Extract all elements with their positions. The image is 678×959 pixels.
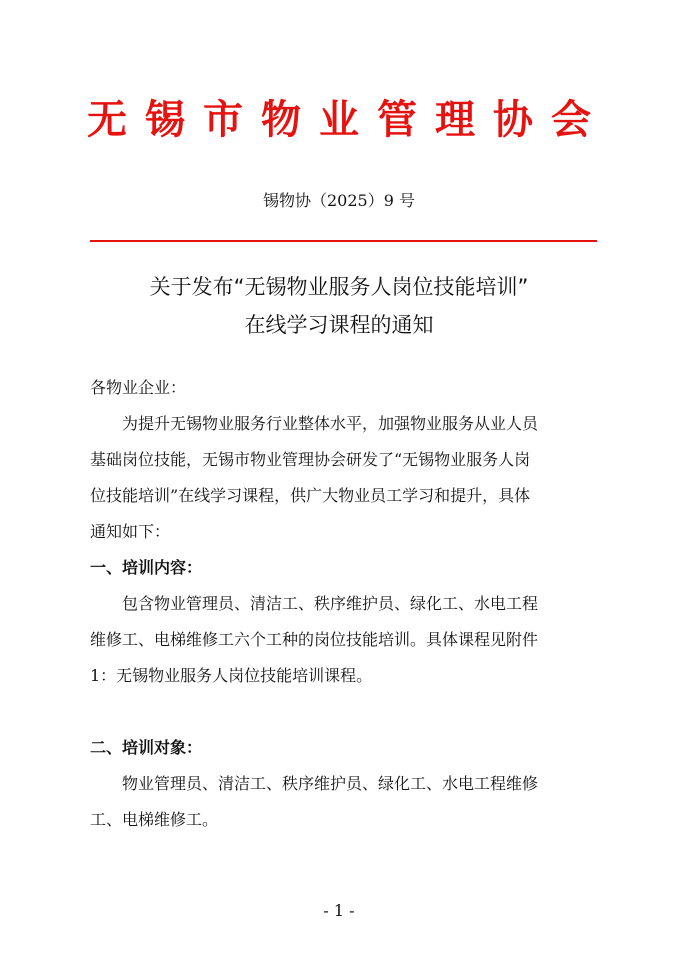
section-content-line-2: 维修工、电梯维修工六个工种的岗位技能培训。具体课程见附件 [90, 630, 539, 649]
intro-line-4: 通知如下： [90, 522, 171, 541]
intro-line-2: 基础岗位技能，无锡市物业管理协会研发了“无锡物业服务人岗 [90, 450, 531, 469]
section-content-line-3: 1：无锡物业服务人岗位技能培训课程。 [90, 666, 373, 685]
organization-title: 无锡市物业管理协会 [87, 96, 609, 143]
salutation: 各物业企业： [90, 378, 187, 397]
section-audience-line-1: 物业管理员、清洁工、秩序维护员、绿化工、水电工程维修 [122, 774, 539, 793]
page-number: - 1 - [323, 901, 355, 920]
notice-title-line-2: 在线学习课程的通知 [244, 313, 434, 337]
section-heading-audience: 二、培训对象： [90, 738, 203, 757]
intro-line-3: 位技能培训”在线学习课程，供广大物业员工学习和提升，具体 [90, 486, 531, 505]
notice-title-line-1: 关于发布“无锡物业服务人岗位技能培训” [149, 275, 529, 299]
section-audience-line-2: 工、电梯维修工。 [90, 810, 219, 829]
red-divider [90, 240, 597, 242]
document-number: 锡物协（2025）9 号 [263, 191, 415, 210]
section-heading-content: 一、培训内容： [90, 558, 203, 577]
section-content-line-1: 包含物业管理员、清洁工、秩序维护员、绿化工、水电工程 [122, 594, 539, 613]
intro-line-1: 为提升无锡物业服务行业整体水平，加强物业服务从业人员 [122, 414, 539, 433]
